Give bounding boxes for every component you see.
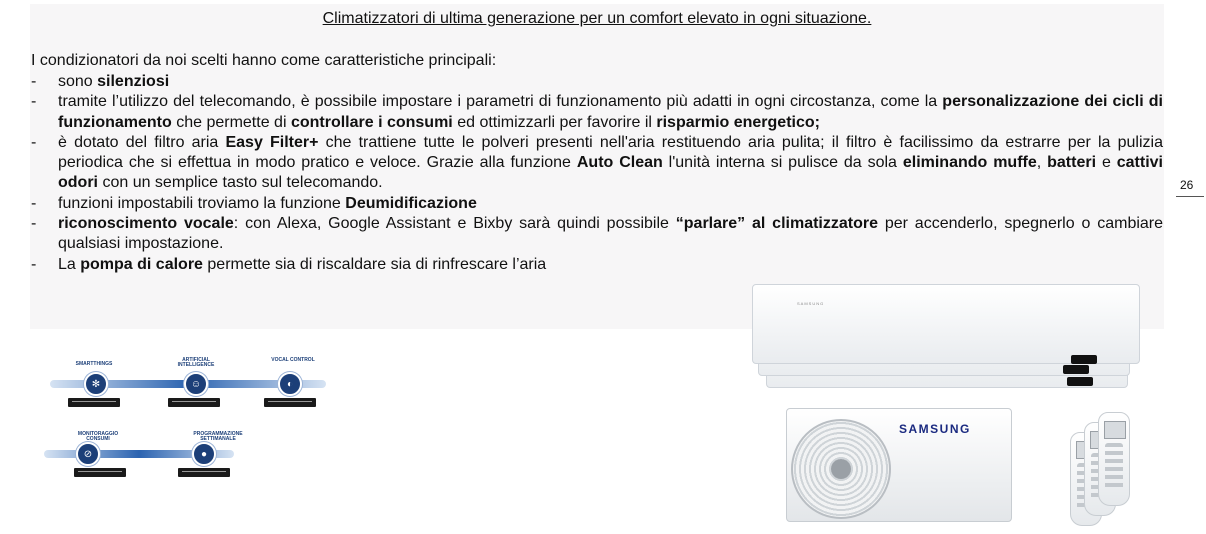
fan-hub	[831, 459, 851, 479]
list-item	[31, 133, 1163, 194]
item-text: per accenderlo, spegnerlo o cambiare qualsiasi impostazione.	[58, 215, 1164, 253]
list-item	[31, 92, 1163, 133]
remote-front	[1098, 412, 1130, 506]
item-bold: cattivi odori	[58, 154, 1163, 192]
node-caption	[264, 398, 316, 407]
page-number: 26	[1180, 178, 1194, 192]
item-bold: batteri	[1047, 154, 1097, 172]
item-text: : con Alexa, Google Assistant e Bixby sarà quindi possibile	[233, 215, 676, 233]
indoor-display	[1063, 365, 1089, 374]
people-icon: ●	[192, 442, 216, 466]
item-bold: personalizzazione dei cicli di funzionamento	[58, 93, 1163, 131]
item-text: permette sia di riscaldare sia di rinfrescare l’aria	[202, 255, 547, 273]
document-title: Climatizzatori di ultima generazione per un comfort elevato in ogni situazione.	[322, 10, 872, 27]
item-bold: pompa di calore	[80, 255, 203, 273]
node-label-smartthings: SMARTTHINGS	[75, 361, 113, 367]
item-bold: eliminando muffe	[902, 154, 1037, 172]
list-item	[31, 255, 1163, 275]
indoor-unit-front	[752, 284, 1140, 364]
item-text: l'unità interna si pulisce da sola	[662, 154, 903, 172]
item-text: ,	[1036, 154, 1048, 172]
item-text: con un semplice tasto sul telecomando.	[98, 174, 383, 192]
item-text: tramite l’utilizzo del telecomando, è possibile impostare i parametri di funzionamento più adatti in ogni circostanza, come la	[58, 93, 943, 111]
remote-buttons	[1105, 443, 1123, 491]
node-caption	[168, 398, 220, 407]
item-bold: riconoscimento vocale	[58, 215, 234, 233]
item-text: che trattiene tutte le polveri presenti nell'aria restituendo aria pulita; il filtro è facilissimo da estrarre per la pulizia periodica che si effettua in modo pratico e veloce. Grazie alla funzione	[58, 133, 1163, 172]
outdoor-unit	[786, 408, 1012, 522]
list-item	[31, 194, 1163, 214]
node-caption	[68, 398, 120, 407]
list-item	[31, 214, 1163, 255]
outdoor-brand: SAMSUNG	[899, 422, 971, 436]
intro-text: I condizionatori da noi scelti hanno come caratteristiche principali:	[31, 52, 497, 69]
meter-icon: ⊘	[76, 442, 100, 466]
item-bold: “parlare” al climatizzatore	[675, 215, 878, 233]
fan-grille	[791, 419, 891, 519]
item-text: funzioni impostabili troviamo la funzione	[58, 194, 346, 212]
item-bold: controllare i consumi	[290, 113, 453, 131]
indoor-brand: SAMSUNG	[797, 301, 825, 306]
bullet-dash: -	[31, 215, 37, 233]
node-caption	[178, 468, 230, 477]
snowflake-icon: ✻	[84, 372, 108, 396]
feature-infographic	[44, 356, 330, 486]
item-text: è dotato del filtro aria	[58, 133, 226, 151]
product-image	[752, 282, 1152, 522]
item-text: sono	[58, 73, 98, 90]
bullet-dash: -	[31, 73, 37, 90]
item-text: e	[1096, 154, 1117, 172]
voice-icon: ◐	[278, 372, 302, 396]
item-text: La	[58, 255, 81, 273]
item-text: che permette di	[171, 113, 291, 131]
bullet-dash: -	[31, 93, 37, 111]
feature-list	[31, 72, 1163, 275]
item-bold: silenziosi	[97, 73, 170, 90]
node-label-programmazione: PROGRAMMAZIONE SETTIMANALE	[193, 431, 243, 442]
bullet-dash: -	[31, 255, 37, 273]
chat-icon: ☺	[184, 372, 208, 396]
indoor-display	[1067, 377, 1093, 386]
node-caption	[74, 468, 126, 477]
item-bold: Auto Clean	[576, 154, 663, 172]
node-label-ai: ARTIFICIAL INTELLIGENCE	[177, 357, 215, 368]
bullet-dash: -	[31, 194, 37, 212]
indoor-display	[1071, 355, 1097, 364]
item-bold: Deumidificazione	[345, 194, 477, 212]
node-label-vocal: VOCAL CONTROL	[271, 357, 315, 363]
bullet-dash: -	[31, 133, 37, 151]
page-number-rule	[1176, 196, 1204, 197]
node-label-consumi: MONITORAGGIO CONSUMI	[77, 431, 119, 442]
remote-screen	[1104, 421, 1126, 439]
item-bold: risparmio energetico;	[656, 113, 820, 131]
text-panel	[30, 4, 1164, 329]
list-item	[31, 72, 1163, 92]
item-text: ed ottimizzarli per favorire il	[452, 113, 657, 131]
item-bold: Easy Filter+	[225, 133, 319, 151]
